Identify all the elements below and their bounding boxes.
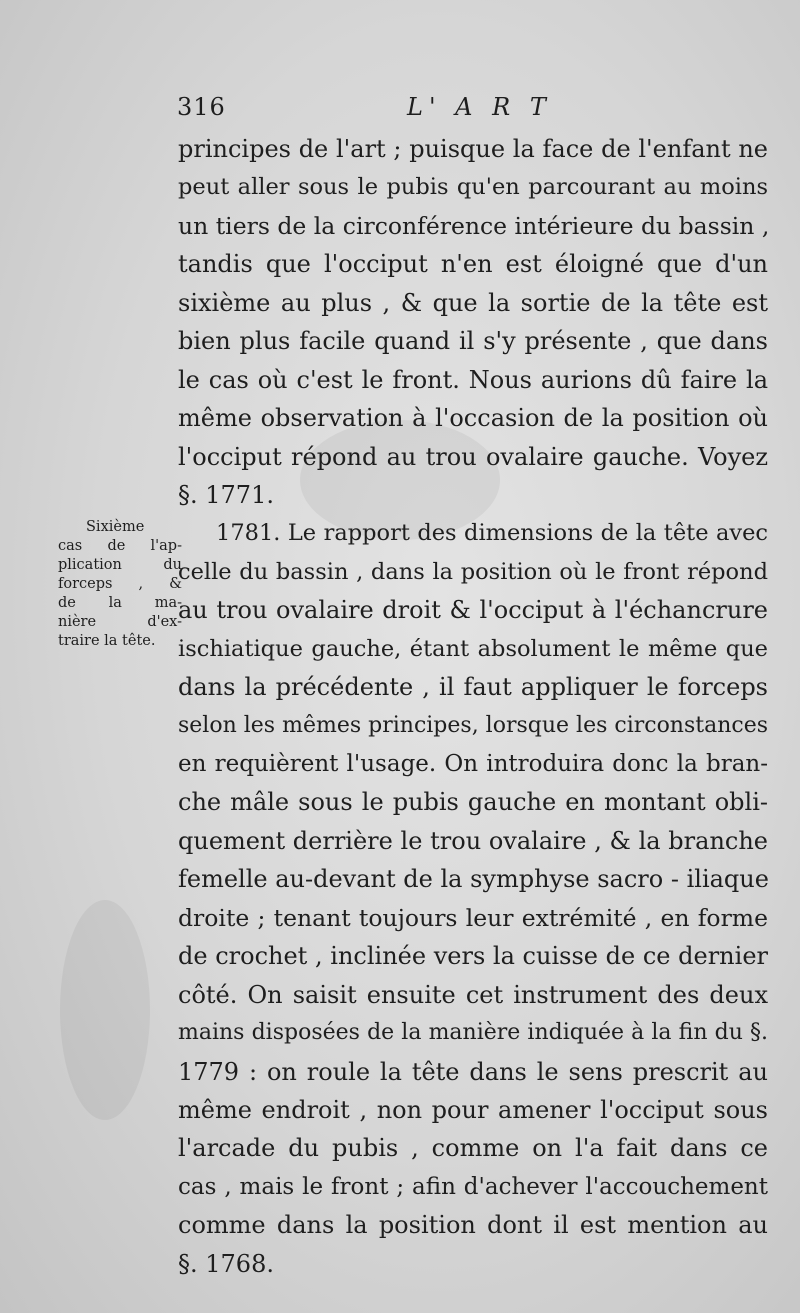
text-line: cas , mais le front ; afin d'achever l'accouchement — [178, 1173, 768, 1200]
margin-note-line: cas de l'ap- — [58, 538, 182, 554]
margin-note-line: nière d'ex- — [58, 614, 182, 630]
text-line: femelle au-devant de la symphyse sacro - iliaque — [178, 865, 769, 894]
running-head: L' A R T — [407, 93, 552, 121]
text-line: de crochet , inclinée vers la cuisse de ce dernier — [178, 942, 768, 971]
text-line: peut aller sous le pubis qu'en parcourant au moins — [178, 174, 768, 201]
text-line: même endroit , non pour amener l'occiput sous — [178, 1095, 768, 1124]
text-line: quement derrière le trou ovalaire , & la branche — [178, 826, 768, 855]
margin-note-line: forceps , & — [58, 576, 182, 592]
section-start-line: 1781. Le rapport des dimensions de la tête avec — [216, 520, 768, 547]
text-line: mains disposées de la manière indiquée à la fin du §. — [178, 1020, 768, 1046]
text-line: §. 1771. — [178, 480, 274, 509]
text-line: bien plus facile quand il s'y présente , que dans — [178, 327, 768, 356]
text-line: comme dans la position dont il est mention au — [178, 1211, 768, 1240]
text-line: ischiatique gauche, étant absolument le même que — [178, 635, 768, 662]
text-line: le cas où c'est le front. Nous aurions dû faire la — [178, 365, 768, 394]
text-line: droite ; tenant toujours leur extrémité , en forme — [178, 903, 768, 932]
text-line: 1779 : on roule la tête dans le sens prescrit au — [178, 1057, 768, 1086]
text-line: l'arcade du pubis , comme on l'a fait dans ce — [178, 1134, 768, 1163]
text-line: selon les mêmes principes, lorsque les circonstances — [178, 712, 769, 738]
text-line: au trou ovalaire droit & l'occiput à l'échancrure — [178, 596, 768, 625]
margin-note-line: plication du — [58, 557, 182, 573]
text-line: en requièrent l'usage. On introduira donc la bran- — [178, 751, 768, 777]
page-header — [175, 93, 720, 133]
text-line: un tiers de la circonférence intérieure du bassin , — [178, 211, 770, 240]
text-line: même observation à l'occasion de la position où — [178, 404, 768, 433]
margin-note-line: Sixième — [86, 519, 145, 535]
text-line: §. 1768. — [178, 1249, 274, 1278]
text-line: tandis que l'occiput n'en est éloigné que d'un — [178, 250, 768, 279]
text-line: l'occiput répond au trou ovalaire gauche. Voyez — [178, 442, 768, 471]
text-line: sixième au plus , & que la sortie de la tête est — [178, 288, 768, 317]
body-text — [178, 130, 768, 1283]
page-number: 316 — [177, 93, 226, 121]
text-line: dans la précédente , il faut appliquer le forceps — [178, 673, 768, 702]
margin-note — [58, 518, 182, 651]
text-line: côté. On saisit ensuite cet instrument des deux — [178, 980, 768, 1009]
paper-stain — [60, 900, 150, 1120]
text-line: principes de l'art ; puisque la face de l'enfant ne — [178, 135, 768, 163]
margin-note-line: de la ma- — [58, 595, 182, 611]
text-line: celle du bassin , dans la position où le front répond — [178, 558, 768, 585]
margin-note-line: traire la tête. — [58, 633, 156, 649]
text-line: che mâle sous le pubis gauche en montant obli- — [178, 788, 768, 817]
